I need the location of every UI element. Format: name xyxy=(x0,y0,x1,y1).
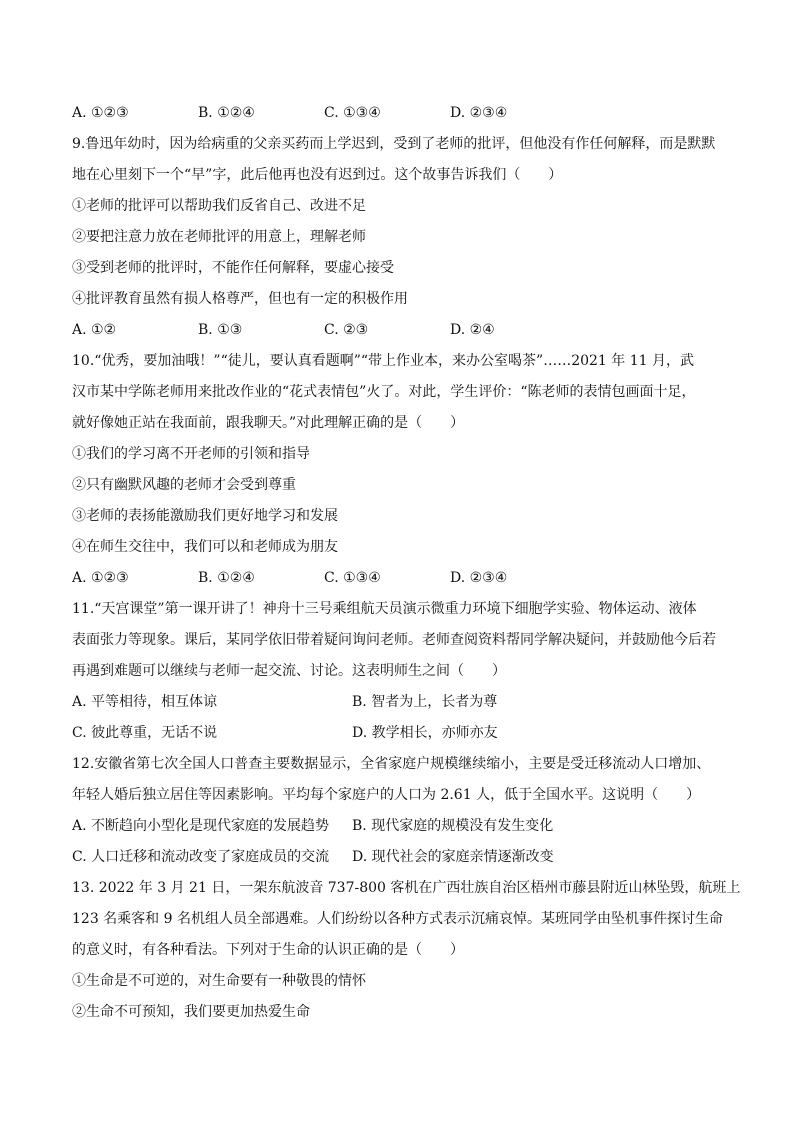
q9-option-c: C. ②③ xyxy=(324,322,369,338)
q10-stem-line-3: 就好像她正站在我面前，跟我聊天。”对此理解正确的是（ ） xyxy=(72,415,465,431)
q12-stem-line-2: 年轻人婚后独立居住等因素影响。平均每个家庭户的人口为 2.61 人，低于全国水平。这说明（ ） xyxy=(72,787,701,803)
question-13 xyxy=(72,873,741,1028)
q13-statement-1: ①生命是不可逆的，对生命要有一种敬畏的情怀 xyxy=(72,973,366,989)
q9-stem-line-1: 9.鲁迅年幼时，因为给病重的父亲买药而上学迟到，受到了老师的批评，但他没有作任何解释，而是默默 xyxy=(72,136,716,152)
q9-stem-line-2: 地在心里刻下一个“早”字，此后他再也没有迟到过。这个故事告诉我们（ ） xyxy=(72,167,563,183)
q12-options-row-2 xyxy=(72,842,724,873)
q10-option-c: C. ①③④ xyxy=(324,570,381,586)
q8-option-d: D. ②③④ xyxy=(450,105,508,121)
q9-option-d: D. ②④ xyxy=(450,322,495,338)
q10-option-b: B. ①②④ xyxy=(198,570,255,586)
q12-stem-line-1: 12.安徽省第七次全国人口普查主要数据显示，全省家庭户规模继续缩小，主要是受迁移流动人口增加、 xyxy=(72,756,711,772)
q12-option-c: C. 人口迁移和流动改变了家庭成员的交流 xyxy=(72,849,330,865)
q8-option-a: A. ①②③ xyxy=(72,105,129,121)
q10-stem-line-2: 汉市某中学陈老师用来批改作业的“花式表情包”火了。对此，学生评价：“陈老师的表情包画面十足， xyxy=(72,384,696,400)
q9-statement-4: ④批评教育虽然有损人格尊严，但也有一定的积极作用 xyxy=(72,291,408,307)
q10-options xyxy=(72,563,724,594)
q11-stem-line-1: 11.“天宫课堂”第一课开讲了！神舟十三号乘组航天员演示微重力环境下细胞学实验、物体运动、液体 xyxy=(72,601,697,617)
q9-statement-2: ②要把注意力放在老师批评的用意上，理解老师 xyxy=(72,229,366,245)
q11-option-d: D. 教学相长，亦师亦友 xyxy=(352,725,498,741)
q13-stem-line-1: 13. 2022 年 3 月 21 日，一架东航波音 737-800 客机在广西壮族自治区梧州市藤县附近山林坠毁，航班上 xyxy=(72,880,741,896)
q11-option-a: A. 平等相待，相互体谅 xyxy=(72,694,218,710)
q10-statement-3: ③老师的表扬能激励我们更好地学习和发展 xyxy=(72,508,338,524)
q8-options xyxy=(72,98,724,129)
q11-options-row-2 xyxy=(72,718,724,749)
q9-statement-3: ③受到老师的批评时，不能作任何解释，要虚心接受 xyxy=(72,260,394,276)
q10-statement-1: ①我们的学习离不开老师的引领和指导 xyxy=(72,446,310,462)
q11-stem-line-3: 再遇到难题可以继续与老师一起交流、讨论。这表明师生之间（ ） xyxy=(72,663,506,679)
q12-option-d: D. 现代社会的家庭亲情逐渐改变 xyxy=(352,849,554,865)
q11-option-b: B. 智者为上，长者为尊 xyxy=(352,694,498,710)
q13-stem-line-3: 的意义时，有各种看法。下列对于生命的认识正确的是（ ） xyxy=(72,942,464,958)
q11-option-c: C. 彼此尊重，无话不说 xyxy=(72,725,218,741)
q11-stem-line-2: 表面张力等现象。课后，某同学依旧带着疑问询问老师。老师查阅资料帮同学解决疑问，并鼓励他今后若 xyxy=(72,632,716,648)
q13-stem-line-2: 123 名乘客和 9 名机组人员全部遇难。人们纷纷以各种方式表示沉痛哀悼。某班同学由坠机事件探讨生命 xyxy=(72,911,723,927)
q9-option-a: A. ①② xyxy=(72,322,117,338)
q12-options-row-1 xyxy=(72,811,724,842)
q10-statement-4: ④在师生交往中，我们可以和老师成为朋友 xyxy=(72,539,338,555)
q9-statement-1: ①老师的批评可以帮助我们反省自己、改进不足 xyxy=(72,198,366,214)
q8-option-c: C. ①③④ xyxy=(324,105,381,121)
question-10 xyxy=(72,346,724,594)
q11-options-row-1 xyxy=(72,687,724,718)
q13-statement-2: ②生命不可预知，我们要更加热爱生命 xyxy=(72,1004,310,1020)
question-9 xyxy=(72,129,724,346)
q12-option-b: B. 现代家庭的规模没有发生变化 xyxy=(352,818,554,834)
q10-stem-line-1: 10.“优秀，要加油哦！”“徒儿，要认真看题啊”“带上作业本，来办公室喝茶”……2021 年 11 月，武 xyxy=(72,353,694,369)
exam-content xyxy=(72,98,741,1028)
q10-option-a: A. ①②③ xyxy=(72,570,129,586)
q12-option-a: A. 不断趋向小型化是现代家庭的发展趋势 xyxy=(72,818,330,834)
question-12 xyxy=(72,749,724,873)
q9-options xyxy=(72,315,724,346)
question-11 xyxy=(72,594,724,749)
q10-option-d: D. ②③④ xyxy=(450,570,508,586)
q10-statement-2: ②只有幽默风趣的老师才会受到尊重 xyxy=(72,477,296,493)
q9-option-b: B. ①③ xyxy=(198,322,243,338)
q8-option-b: B. ①②④ xyxy=(198,105,255,121)
